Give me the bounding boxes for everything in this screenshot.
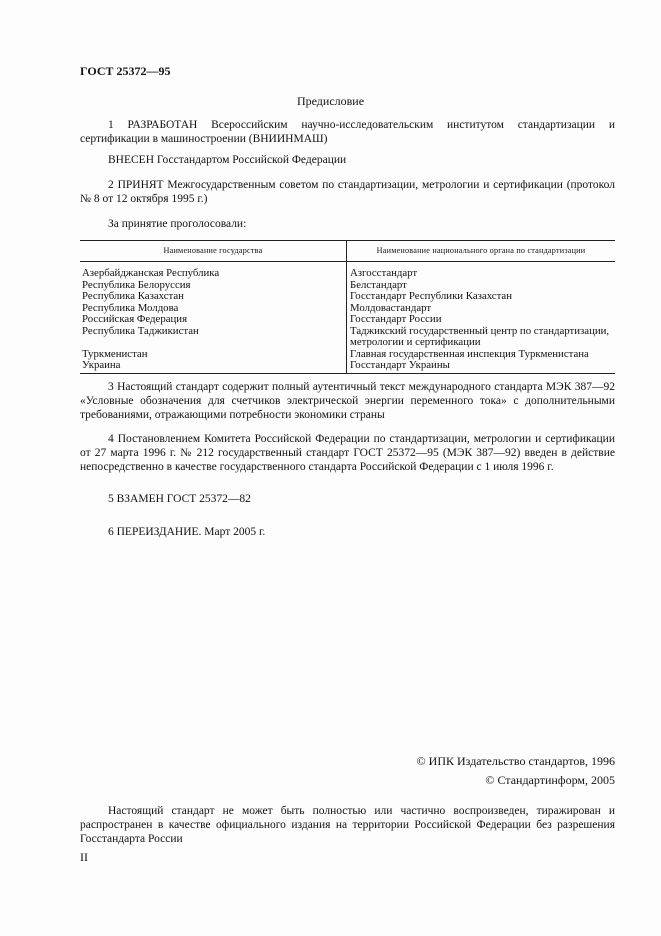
table-row xyxy=(80,326,615,349)
voting-states-table xyxy=(80,240,615,374)
body-cell: Госстандарт Республики Казахстан xyxy=(347,291,616,303)
page-number: II xyxy=(80,850,88,864)
body-cell: Главная государственная инспекция Туркменистана xyxy=(347,349,616,361)
table-row xyxy=(80,360,615,373)
body-cell: Таджикский государственный центр по стандартизации, метрологии и сертификации xyxy=(347,326,616,349)
paragraph-reissue: 6 ПЕРЕИЗДАНИЕ. Март 2005 г. xyxy=(108,526,266,538)
body-cell: Госстандарт России xyxy=(347,314,616,326)
section-title: Предисловие xyxy=(296,94,365,108)
paragraph-introduced: ВНЕСЕН Госстандартом Российской Федерации xyxy=(108,154,347,166)
reproduction-notice: Настоящий стандарт не может быть полностью или частично воспроизведен, тиражирован и распространен в качестве официального издания на территории Российской Федерации без разрешения Госстандарта России xyxy=(80,805,615,845)
state-cell: Украина xyxy=(80,360,347,373)
body-cell: Госстандарт Украины xyxy=(347,360,616,373)
body-cell: Белстандарт xyxy=(347,280,616,292)
column-header-state: Наименование государства xyxy=(80,241,347,262)
document-code: ГОСТ 25372—95 xyxy=(80,64,171,78)
paragraph-developed: 1 РАЗРАБОТАН Всероссийским научно-исследовательским институтом стандартизации и сертификации в машиностроении (ВНИИНМАШ) xyxy=(80,119,615,145)
table-row xyxy=(80,291,615,303)
paragraph-content: 3 Настоящий стандарт содержит полный аутентичный текст международного стандарта МЭК 387—92 «Условные обозначения для счетчиков электрической энергии переменного тока» с дополнительными требованиями, отражающими потребности экономики страны xyxy=(80,381,615,421)
state-cell: Азербайджанская Республика xyxy=(82,267,220,279)
paragraph-adopted: 2 ПРИНЯТ Межгосударственным советом по стандартизации, метрологии и сертификации (протокол № 8 от 12 октября 1995 г.) xyxy=(80,179,615,205)
state-cell: Республика Молдова xyxy=(82,301,179,314)
state-cell: Республика Таджикистан xyxy=(82,324,199,337)
body-cell: Азгосстандарт xyxy=(347,262,616,280)
table-row xyxy=(80,314,615,326)
paragraph-voted: За принятие проголосовали: xyxy=(108,218,247,230)
column-header-body: Наименование национального органа по стандартизации xyxy=(347,241,616,262)
state-cell: Республика Казахстан xyxy=(82,290,184,302)
state-cell: Российская Федерация xyxy=(82,313,188,325)
body-cell: Молдовастандарт xyxy=(347,303,616,315)
copyright-standartinform: © Стандартинформ, 2005 xyxy=(485,773,615,787)
copyright-publisher: © ИПК Издательство стандартов, 1996 xyxy=(416,754,615,768)
table-row xyxy=(80,262,615,280)
state-cell: Туркменистан xyxy=(82,347,148,360)
paragraph-replaces: 5 ВЗАМЕН ГОСТ 25372—82 xyxy=(108,493,251,505)
state-cell: Республика Белоруссия xyxy=(82,278,191,291)
table-row xyxy=(80,349,615,361)
table-header-row xyxy=(80,241,615,262)
paragraph-resolution: 4 Постановлением Комитета Российской Федерации по стандартизации, метрологии и сертификации от 27 марта 1996 г. № 212 государственный стандарт ГОСТ 25372—95 (МЭК 387—92) введен в действие непосредственно в качестве государственного стандарта Российской Федерации с 1 июля 1996 г. xyxy=(80,433,615,473)
